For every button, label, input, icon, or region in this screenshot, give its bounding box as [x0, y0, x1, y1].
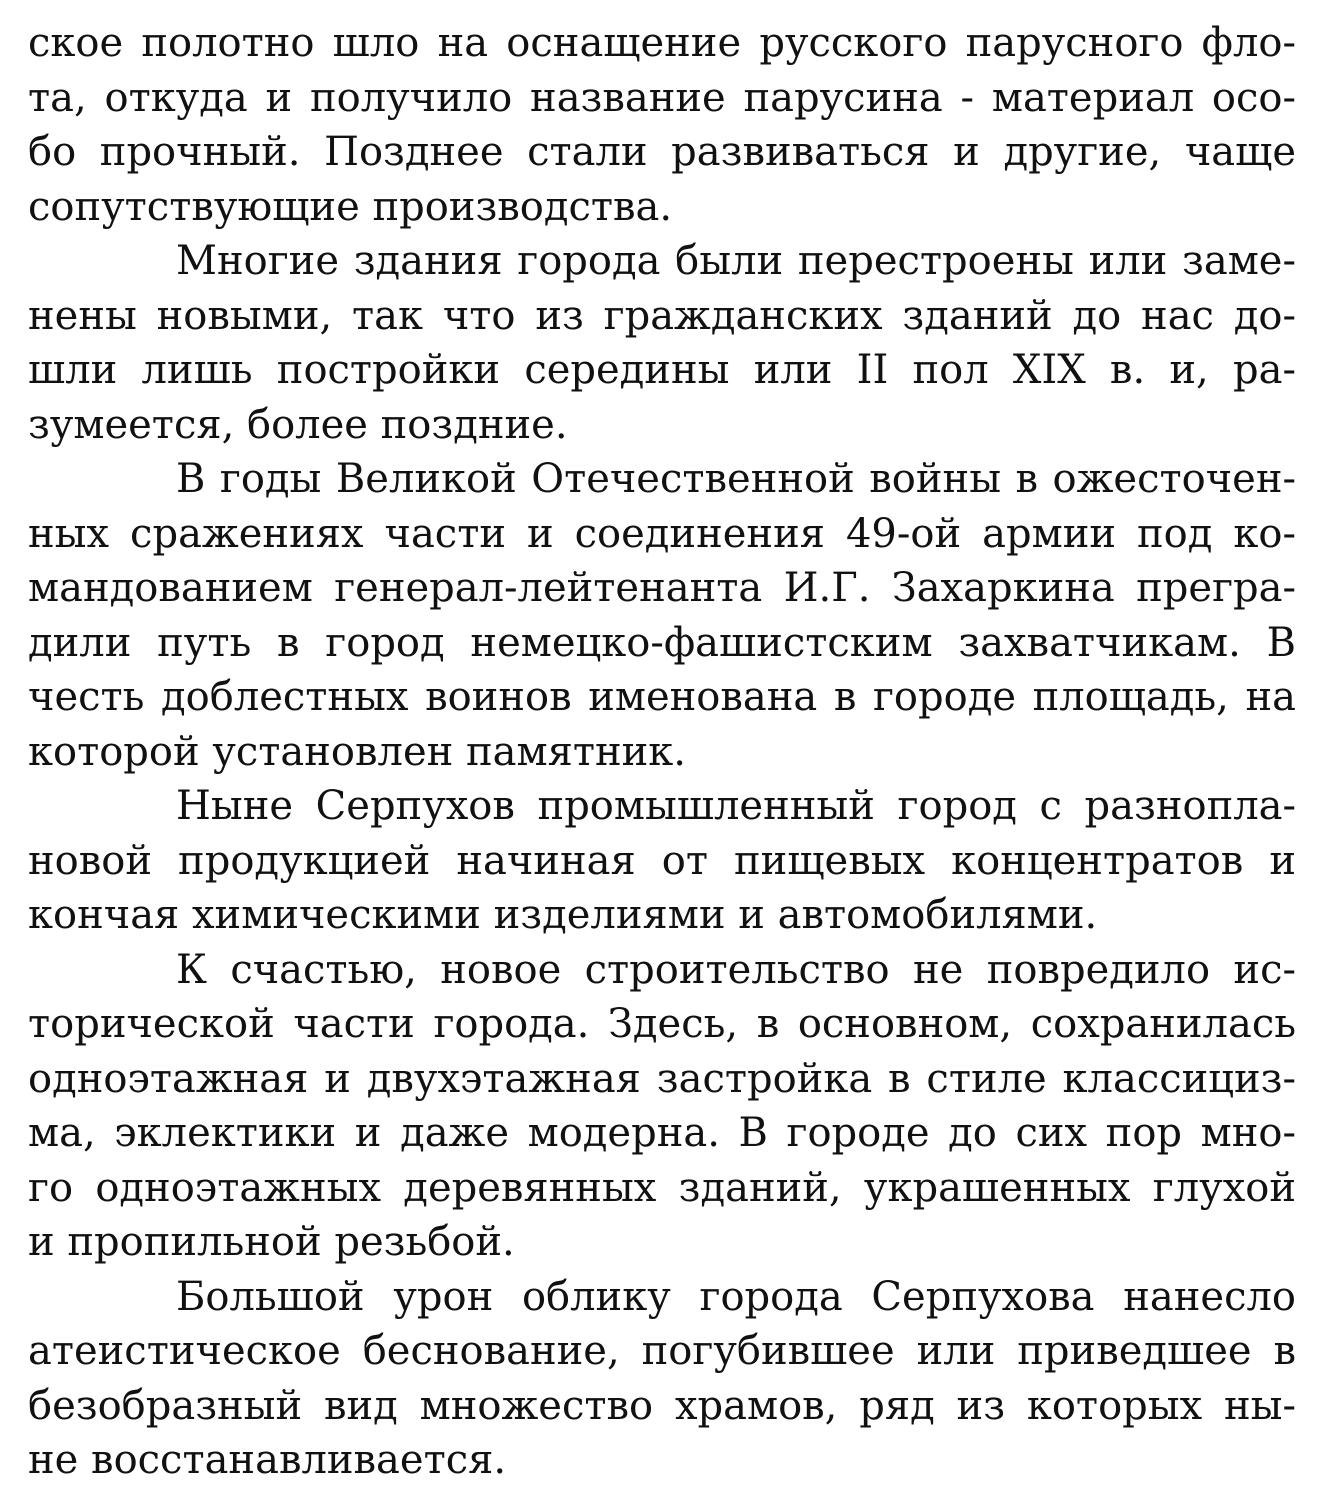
- paragraph-4: [28, 779, 1296, 943]
- paragraph-2: [28, 234, 1296, 452]
- document-page: [28, 16, 1296, 1488]
- paragraph-6: [28, 1270, 1296, 1488]
- paragraph-3: [28, 452, 1296, 779]
- text-line: безобразный вид множество храмов, ряд из которых ны-: [28, 1382, 1296, 1429]
- text-line: одноэтажная и двухэтажная застройка в стиле классициз-: [28, 1055, 1296, 1102]
- text-line: Многие здания города были перестроены или заме-: [176, 238, 1296, 284]
- text-line: шли лишь постройки середины или II пол XIX в. и, ра-: [28, 347, 1296, 393]
- text-line: сопутствующие производства.: [28, 183, 673, 230]
- text-line: не восстанавливается.: [28, 1437, 507, 1483]
- text-line: кончая химическими изделиями и автомобилями.: [28, 892, 1098, 938]
- text-line: атеистическое беснование, погубившее или приведшее в: [28, 1328, 1296, 1374]
- text-line: новой продукцией начиная от пищевых концентратов и: [28, 837, 1296, 884]
- text-line: та, откуда и получило название парусина - материал осо-: [28, 74, 1296, 121]
- text-line: Ныне Серпухов промышленный город с разнопла-: [176, 783, 1296, 829]
- text-line: дили путь в город немецко-фашистским захватчикам. В: [28, 619, 1296, 666]
- text-line: зумеется, более поздние.: [28, 401, 568, 448]
- text-line: Большой урон облику города Серпухова нанесло: [176, 1273, 1296, 1320]
- text-line: которой установлен памятник.: [28, 728, 687, 775]
- text-line: ма, эклектики и даже модерна. В городе до сих пор мно-: [28, 1110, 1296, 1156]
- text-line: честь доблестных воинов именована в городе площадь, на: [28, 674, 1296, 720]
- text-line: нены новыми, так что из гражданских зданий до нас до-: [28, 292, 1296, 339]
- paragraph-1: [28, 16, 1296, 234]
- text-line: К счастью, новое строительство не повредило ис-: [176, 946, 1296, 993]
- paragraph-5: [28, 943, 1296, 1270]
- text-line: ных сражениях части и соединения 49-ой армии под ко-: [28, 510, 1296, 557]
- text-line: ское полотно шло на оснащение русского парусного фло-: [28, 20, 1296, 66]
- text-line: торической части города. Здесь, в основном, сохранилась: [28, 1001, 1296, 1047]
- text-line: мандованием генерал-лейтенанта И.Г. Захаркина прегра-: [28, 565, 1296, 611]
- text-line: В годы Великой Отечественной войны в ожесточен-: [176, 456, 1296, 502]
- text-line: бо прочный. Позднее стали развиваться и другие, чаще: [28, 129, 1296, 175]
- text-line: и пропильной резьбой.: [28, 1219, 515, 1265]
- text-line: го одноэтажных деревянных зданий, украшенных глухой: [28, 1164, 1296, 1211]
